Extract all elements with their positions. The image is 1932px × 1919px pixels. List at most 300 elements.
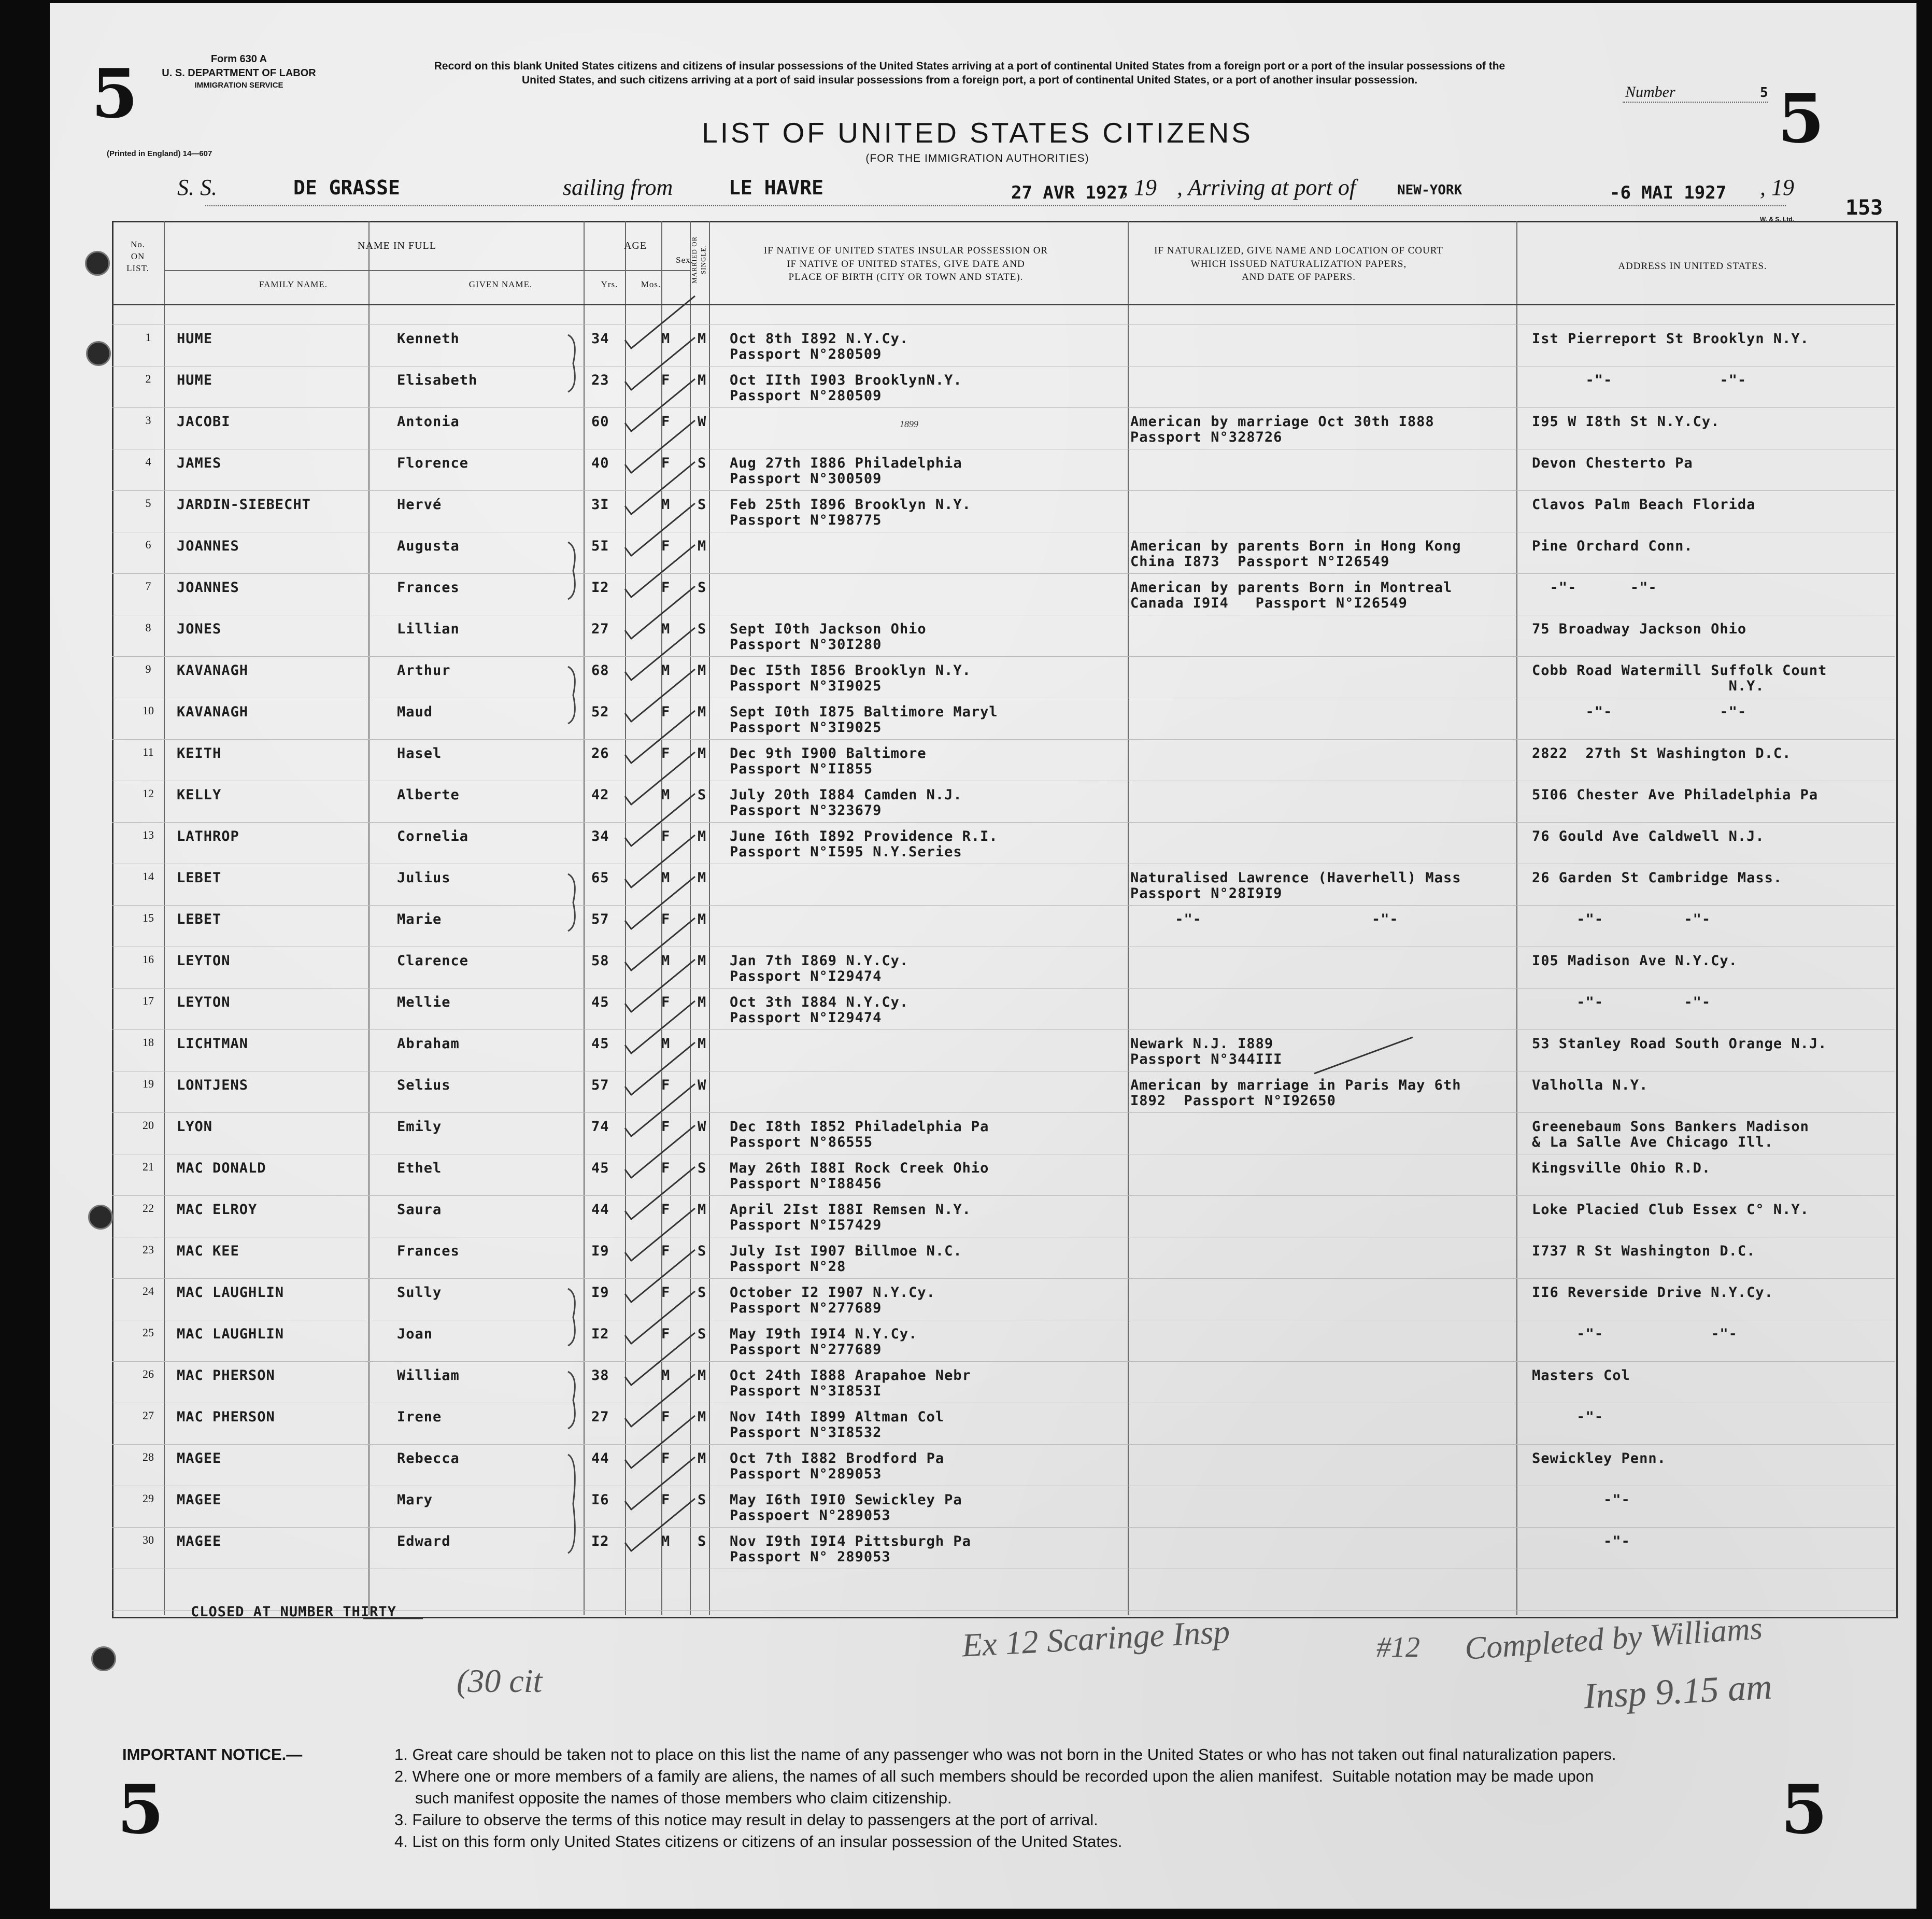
cell-addr1: Masters Col xyxy=(1532,1367,1630,1384)
cell-given: Julius xyxy=(397,870,451,886)
handwritten-count-note: (30 cit xyxy=(457,1662,543,1699)
cell-sex: F xyxy=(661,414,671,430)
notice-item-4: 4. List on this form only United States citizens or citizens of an insular possession of the United States. xyxy=(394,1832,1123,1851)
cell-birth2: Passpoert N°289053 xyxy=(730,1507,891,1523)
cell-ms: S xyxy=(698,1243,707,1259)
binder-hole xyxy=(85,251,110,276)
page-number: 153 xyxy=(1845,196,1883,220)
cell-birth1: April 2Ist I88I Remsen N.Y. xyxy=(730,1202,971,1218)
cell-birth1: May I9th I9I4 N.Y.Cy. xyxy=(730,1326,918,1342)
cell-given: Rebecca xyxy=(397,1450,460,1466)
cell-no: 24 xyxy=(143,1285,154,1297)
cell-sex: M xyxy=(661,953,671,969)
cell-birth1: Oct 7th I882 Brodford Pa xyxy=(730,1450,945,1466)
cell-age: I6 xyxy=(591,1492,609,1508)
cell-addr1: 5I06 Chester Ave Philadelphia Pa xyxy=(1532,787,1819,803)
cell-sex: F xyxy=(661,828,671,844)
cell-age: 45 xyxy=(591,994,609,1010)
cell-family: MAC PHERSON xyxy=(177,1409,275,1425)
binder-hole xyxy=(88,1205,113,1230)
cell-addr1: Devon Chesterto Pa xyxy=(1532,455,1693,471)
cell-given: Florence xyxy=(397,455,469,471)
cell-addr1: I05 Madison Ave N.Y.Cy. xyxy=(1532,953,1738,969)
cell-birth2: Passport N° 289053 xyxy=(730,1549,891,1565)
cell-sex: M xyxy=(661,1367,671,1384)
cell-no: 5 xyxy=(145,497,151,510)
cell-given: Lillian xyxy=(397,621,460,637)
cell-nat1: American by marriage in Paris May 6th xyxy=(1130,1077,1461,1093)
cell-given: Emily xyxy=(397,1119,442,1135)
cell-addr1: 53 Stanley Road South Orange N.J. xyxy=(1532,1036,1827,1052)
cell-birth2: Passport N°280509 xyxy=(730,388,882,404)
cell-birth1: Oct 24th I888 Arapahoe Nebr xyxy=(730,1367,971,1384)
family-bracket xyxy=(568,335,575,392)
cell-no: 4 xyxy=(145,455,151,468)
cell-given: Joan xyxy=(397,1326,433,1342)
cell-sex: F xyxy=(661,704,671,720)
page-title: LIST OF UNITED STATES CITIZENS xyxy=(702,117,1253,149)
cell-age: 57 xyxy=(591,911,609,927)
cell-family: MAC ELROY xyxy=(177,1202,258,1218)
cell-birth1: Oct 3th I884 N.Y.Cy. xyxy=(730,994,909,1010)
cell-given: Cornelia xyxy=(397,828,469,844)
cell-ms: M xyxy=(698,870,707,886)
header-married-single: MARRIED OR SINGLE. xyxy=(690,236,707,284)
header-naturalization: IF NATURALIZED, GIVE NAME AND LOCATION OF COURT WHICH ISSUED NATURALIZATION PAPERS, AND DATE OF PAPERS. xyxy=(1154,245,1443,283)
cell-age: 38 xyxy=(591,1367,609,1384)
cell-birth2: Passport N°277689 xyxy=(730,1342,882,1358)
cell-no: 8 xyxy=(145,621,151,634)
cell-birth1: July 20th I884 Camden N.J. xyxy=(730,787,962,803)
cell-age: I9 xyxy=(591,1285,609,1301)
cell-no: 16 xyxy=(143,953,154,966)
cell-addr1: Greenebaum Sons Bankers Madison xyxy=(1532,1119,1809,1135)
cell-ms: W xyxy=(698,1077,707,1093)
family-bracket xyxy=(568,542,575,599)
departure-date: 27 AVR 1927 xyxy=(1011,182,1128,203)
cell-birth1: Aug 27th I886 Philadelphia xyxy=(730,455,962,471)
cell-ms: W xyxy=(698,414,707,430)
family-bracket xyxy=(568,874,575,931)
notice-item-2: 2. Where one or more members of a family are aliens, the names of all such members should be recorded upon the alien manifest. Suitable notation may be made upon xyxy=(394,1767,1594,1785)
cell-ms: S xyxy=(698,787,707,803)
port-of-arrival: NEW-YORK xyxy=(1397,182,1462,198)
cell-given: Hasel xyxy=(397,745,442,761)
cell-no: 6 xyxy=(145,538,151,551)
cell-sex: F xyxy=(661,994,671,1010)
cell-ms: M xyxy=(698,953,707,969)
cell-ms: S xyxy=(698,1492,707,1508)
cell-birth1: Nov I4th I899 Altman Col xyxy=(730,1409,945,1425)
header-address: ADDRESS IN UNITED STATES. xyxy=(1618,261,1767,272)
cell-no: 27 xyxy=(143,1409,154,1422)
cell-sex: F xyxy=(661,455,671,471)
cell-birth1: Nov I9th I9I4 Pittsburgh Pa xyxy=(730,1533,971,1549)
cell-age: 27 xyxy=(591,1409,609,1425)
cell-addr1: Kingsville Ohio R.D. xyxy=(1532,1160,1711,1176)
cell-age: 34 xyxy=(591,828,609,844)
cell-sex: F xyxy=(661,1409,671,1425)
cell-age: 44 xyxy=(591,1450,609,1466)
cell-nat1: American by marriage Oct 30th I888 xyxy=(1130,414,1434,430)
cell-family: MAC DONALD xyxy=(177,1160,266,1176)
page-subtitle: (FOR THE IMMIGRATION AUTHORITIES) xyxy=(865,152,1089,164)
port-of-departure: LE HAVRE xyxy=(729,176,824,199)
cell-sex: M xyxy=(661,621,671,637)
corner-number-bottom-left: 5 xyxy=(117,1770,164,1849)
number-label: Number xyxy=(1625,83,1675,101)
cell-birth2: Passport N°I57429 xyxy=(730,1217,882,1233)
cell-age: 5I xyxy=(591,538,609,554)
cell-sex: F xyxy=(661,1077,671,1093)
cell-family: MAC LAUGHLIN xyxy=(177,1285,285,1301)
cell-family: JONES xyxy=(177,621,222,637)
cell-given: Kenneth xyxy=(397,331,460,347)
family-bracket xyxy=(568,1372,575,1429)
handwritten-time-note: Insp 9.15 am xyxy=(1583,1667,1773,1717)
cell-birth2: Passport N°300509 xyxy=(730,471,882,487)
cell-birth1: Jan 7th I869 N.Y.Cy. xyxy=(730,953,909,969)
cell-age: 57 xyxy=(591,1077,609,1093)
cell-addr1: Pine Orchard Conn. xyxy=(1532,538,1693,554)
cell-birth1: Sept I0th I875 Baltimore Maryl xyxy=(730,704,998,720)
cell-given: Arthur xyxy=(397,662,451,679)
cell-sex: F xyxy=(661,1450,671,1466)
cell-nat2: Passport N°328726 xyxy=(1130,429,1283,445)
cell-nat1: American by parents Born in Hong Kong xyxy=(1130,538,1461,554)
cell-birth2: Passport N°3I853I xyxy=(730,1383,882,1399)
corner-number-top-right: 5 xyxy=(1778,79,1825,158)
cell-given: Alberte xyxy=(397,787,460,803)
cell-addr1: -"- -"- xyxy=(1532,911,1711,927)
cell-birth1: Sept I0th Jackson Ohio xyxy=(730,621,927,637)
cell-nat2: Canada I9I4 Passport N°I26549 xyxy=(1130,595,1408,611)
cell-no: 18 xyxy=(143,1036,154,1049)
cell-ms: S xyxy=(698,1285,707,1301)
cell-family: JOANNES xyxy=(177,580,239,596)
cell-birth1: June I6th I892 Providence R.I. xyxy=(730,828,998,844)
cell-addr1: I737 R St Washington D.C. xyxy=(1532,1243,1756,1259)
cell-birth2: Passport N°I29474 xyxy=(730,968,882,984)
cell-sex: M xyxy=(661,497,671,513)
cell-ms: S xyxy=(698,1160,707,1176)
cell-ms: M xyxy=(698,704,707,720)
cell-family: LATHROP xyxy=(177,828,239,844)
cell-given: Ethel xyxy=(397,1160,442,1176)
cell-ms: S xyxy=(698,1326,707,1342)
cell-birth1: May 26th I88I Rock Creek Ohio xyxy=(730,1160,989,1176)
cell-age: 44 xyxy=(591,1202,609,1218)
check-mark xyxy=(625,296,695,348)
cell-no: 21 xyxy=(143,1160,154,1173)
cell-nat2: Passport N°344III xyxy=(1130,1051,1283,1067)
cell-birth2: Passport N°3I8532 xyxy=(730,1424,882,1441)
cell-addr1: -"- xyxy=(1532,1533,1630,1549)
cell-sex: F xyxy=(661,1160,671,1176)
cell-age: 58 xyxy=(591,953,609,969)
cell-age: I2 xyxy=(591,580,609,596)
cell-given: Augusta xyxy=(397,538,460,554)
closed-at-number: CLOSED AT NUMBER THIRTY xyxy=(191,1604,396,1620)
cell-given: Mellie xyxy=(397,994,451,1010)
cell-birth1: Feb 25th I896 Brooklyn N.Y. xyxy=(730,497,971,513)
cell-no: 12 xyxy=(143,787,154,800)
cell-birth2: Passport N°II855 xyxy=(730,761,873,777)
corner-number-bottom-right: 5 xyxy=(1781,1770,1828,1849)
cell-no: 26 xyxy=(143,1367,154,1380)
cell-birth2: Passport N°86555 xyxy=(730,1134,873,1150)
cell-family: KELLY xyxy=(177,787,222,803)
cell-ms: M xyxy=(698,745,707,761)
cell-no: 19 xyxy=(143,1077,154,1090)
pen-stroke xyxy=(1314,1037,1413,1074)
cell-age: 40 xyxy=(591,455,609,471)
cell-family: JOANNES xyxy=(177,538,239,554)
cell-given: Mary xyxy=(397,1492,433,1508)
cell-nat1: Naturalised Lawrence (Haverhell) Mass xyxy=(1130,870,1461,886)
cell-family: JACOBI xyxy=(177,414,231,430)
cell-birth2: Passport N°323679 xyxy=(730,802,882,819)
cell-ms: M xyxy=(698,828,707,844)
cell-ms: M xyxy=(698,1202,707,1218)
header-months: Mos. xyxy=(641,279,661,289)
cell-family: MAC LAUGHLIN xyxy=(177,1326,285,1342)
cell-addr1: -"- xyxy=(1532,1409,1604,1425)
cell-birth1: Dec I8th I852 Philadelphia Pa xyxy=(730,1119,989,1135)
cell-age: I9 xyxy=(591,1243,609,1259)
ship-name: DE GRASSE xyxy=(293,176,400,199)
cell-ms: W xyxy=(698,1119,707,1135)
cell-birth1: July Ist I907 Billmoe N.C. xyxy=(730,1243,962,1259)
cell-given: Irene xyxy=(397,1409,442,1425)
cell-ms: M xyxy=(698,372,707,388)
cell-ms: S xyxy=(698,580,707,596)
cell-age: 68 xyxy=(591,662,609,679)
cell-no: 20 xyxy=(143,1119,154,1132)
service-name: IMMIGRATION SERVICE xyxy=(194,81,283,90)
cell-age: I2 xyxy=(591,1533,609,1549)
cell-sex: F xyxy=(661,1326,671,1342)
cell-addr1: Loke Placied Club Essex C° N.Y. xyxy=(1532,1202,1809,1218)
binder-hole xyxy=(86,341,111,366)
cell-family: MAC PHERSON xyxy=(177,1367,275,1384)
cell-sex: F xyxy=(661,1285,671,1301)
cell-sex: F xyxy=(661,538,671,554)
cell-addr1: Valholla N.Y. xyxy=(1532,1077,1649,1093)
cell-ms: M xyxy=(698,662,707,679)
cell-no: 9 xyxy=(145,662,151,675)
notice-title: IMPORTANT NOTICE.— xyxy=(122,1745,303,1763)
manifest-sheet xyxy=(50,3,1916,1909)
cell-no: 14 xyxy=(143,870,154,883)
cell-no: 3 xyxy=(145,414,151,427)
sailing-from-label: sailing from xyxy=(563,175,673,200)
cell-family: LICHTMAN xyxy=(177,1036,249,1052)
corner-number-top-left: 5 xyxy=(91,54,138,133)
cell-birth2: Passport N°I595 N.Y.Series xyxy=(730,844,962,860)
number-value: 5 xyxy=(1760,85,1768,101)
cell-ms: M xyxy=(698,1367,707,1384)
cell-birth2: Passport N°I29474 xyxy=(730,1010,882,1026)
cell-sex: F xyxy=(661,580,671,596)
cell-sex: M xyxy=(661,1533,671,1549)
cell-birth2: Passport N°28 xyxy=(730,1259,846,1275)
notice-item-3: 3. Failure to observe the terms of this notice may result in delay to passengers at the port of arrival. xyxy=(394,1811,1098,1829)
cell-family: KAVANAGH xyxy=(177,662,249,679)
header-family-name: FAMILY NAME. xyxy=(259,279,328,289)
cell-ms: S xyxy=(698,497,707,513)
cell-addr1: -"- -"- xyxy=(1532,994,1711,1010)
cell-given: Edward xyxy=(397,1533,451,1549)
cell-given: Clarence xyxy=(397,953,469,969)
cell-no: 22 xyxy=(143,1202,154,1215)
cell-birth2: Passport N°I88456 xyxy=(730,1176,882,1192)
cell-sex: F xyxy=(661,372,671,388)
cell-family: MAGEE xyxy=(177,1450,222,1466)
cell-ms: M xyxy=(698,331,707,347)
cell-birth1: Oct 8th I892 N.Y.Cy. xyxy=(730,331,909,347)
cell-no: 11 xyxy=(143,745,154,758)
cell-no: 29 xyxy=(143,1492,154,1505)
cell-birth1: Dec 9th I900 Baltimore xyxy=(730,745,927,761)
cell-age: 65 xyxy=(591,870,609,886)
cell-nat1: -"- -"- xyxy=(1130,911,1399,927)
cell-no: 2 xyxy=(145,372,151,385)
cell-age: I2 xyxy=(591,1326,609,1342)
cell-sex: F xyxy=(661,1243,671,1259)
cell-addr1: Ist Pierreport St Brooklyn N.Y. xyxy=(1532,331,1809,347)
cell-addr1: 26 Garden St Cambridge Mass. xyxy=(1532,870,1783,886)
cell-birth1: October I2 I907 N.Y.Cy. xyxy=(730,1285,935,1301)
form-number: Form 630 A xyxy=(210,53,267,65)
year-label-2: , 19 xyxy=(1760,175,1794,200)
cell-sex: M xyxy=(661,870,671,886)
cell-given: Sully xyxy=(397,1285,442,1301)
cell-age: 60 xyxy=(591,414,609,430)
cell-sex: F xyxy=(661,1492,671,1508)
cell-sex: M xyxy=(661,662,671,679)
notice-item-1: 1. Great care should be taken not to place on this list the name of any passenger who was not born in the United States or who has not taken out final naturalization papers. xyxy=(394,1745,1616,1763)
cell-given: William xyxy=(397,1367,460,1384)
cell-birth1: May I6th I9I0 Sewickley Pa xyxy=(730,1492,962,1508)
handwritten-completed-note: Completed by Williams xyxy=(1464,1611,1764,1667)
cell-family: LONTJENS xyxy=(177,1077,249,1093)
header-age: AGE xyxy=(623,240,647,251)
cell-birth2: Passport N°I98775 xyxy=(730,512,882,528)
cell-ms: S xyxy=(698,621,707,637)
cell-given: Maud xyxy=(397,704,433,720)
cell-addr2: N.Y. xyxy=(1532,678,1765,694)
header-given-name: GIVEN NAME. xyxy=(468,279,533,289)
cell-age: 74 xyxy=(591,1119,609,1135)
record-instructions: Record on this blank United States citizens and citizens of insular possessions of the United States arriving at a port of continental United States from a foreign port or a port of the insular possessions of the United States, and such citizens arriving at a port of said insular possessions from a foreign port, a port of continental United States, or a port of another insular possession. xyxy=(434,60,1505,87)
cell-given: Elisabeth xyxy=(397,372,478,388)
printed-note: (Printed in England) 14—607 xyxy=(107,149,212,158)
family-bracket xyxy=(568,1289,575,1346)
cell-age: 27 xyxy=(591,621,609,637)
arriving-label: , Arriving at port of xyxy=(1177,175,1356,200)
cell-age: 45 xyxy=(591,1160,609,1176)
cell-age: 45 xyxy=(591,1036,609,1052)
cell-addr1: I95 W I8th St N.Y.Cy. xyxy=(1532,414,1720,430)
header-no: No. ON LIST. xyxy=(126,239,149,273)
cell-addr1: -"- -"- xyxy=(1532,372,1747,388)
cell-age: 3I xyxy=(591,497,609,513)
cell-ms: M xyxy=(698,994,707,1010)
cell-family: HUME xyxy=(177,331,213,347)
cell-ms: S xyxy=(698,455,707,471)
cell-no: 1 xyxy=(145,331,151,344)
cell-nat1: Newark N.J. I889 xyxy=(1130,1036,1274,1052)
cell-nat1: American by parents Born in Montreal xyxy=(1130,580,1453,596)
notice-item-2-continued: such manifest opposite the names of those members who claim citizenship. xyxy=(415,1789,952,1807)
binder-hole xyxy=(91,1646,116,1671)
family-bracket xyxy=(568,667,575,724)
cell-addr1: Sewickley Penn. xyxy=(1532,1450,1666,1466)
cell-addr1: II6 Reverside Drive N.Y.Cy. xyxy=(1532,1285,1773,1301)
family-bracket xyxy=(568,1455,575,1553)
cell-no: 25 xyxy=(143,1326,154,1339)
cell-given: Saura xyxy=(397,1202,442,1218)
cell-age: 34 xyxy=(591,331,609,347)
cell-given: Antonia xyxy=(397,414,460,430)
year-label-1: , 19 xyxy=(1123,175,1157,200)
cell-family: LYON xyxy=(177,1119,213,1135)
cell-given: Abraham xyxy=(397,1036,460,1052)
cell-birth2: Passport N°289053 xyxy=(730,1466,882,1482)
cell-birth2: Passport N°280509 xyxy=(730,346,882,362)
cell-addr1: 75 Broadway Jackson Ohio xyxy=(1532,621,1747,637)
cell-given: Hervé xyxy=(397,497,442,513)
cell-addr1: Cobb Road Watermill Suffolk Count xyxy=(1532,662,1827,679)
cell-given: Selius xyxy=(397,1077,451,1093)
cell-family: KEITH xyxy=(177,745,222,761)
cell-sex: M xyxy=(661,787,671,803)
cell-ms: M xyxy=(698,1036,707,1052)
cell-no: 28 xyxy=(143,1450,154,1463)
cell-ms: M xyxy=(698,1450,707,1466)
cell-given: Frances xyxy=(397,1243,460,1259)
cell-sex: M xyxy=(661,1036,671,1052)
cell-birth2: Passport N°30I280 xyxy=(730,637,882,653)
cell-given: Frances xyxy=(397,580,460,596)
cell-no: 10 xyxy=(143,704,154,717)
cell-family: MAGEE xyxy=(177,1533,222,1549)
cell-age: 23 xyxy=(591,372,609,388)
cell-family: LEYTON xyxy=(177,953,231,969)
header-years: Yrs. xyxy=(601,279,618,289)
cell-addr1: -"- -"- xyxy=(1532,1326,1738,1342)
cell-no: 23 xyxy=(143,1243,154,1256)
cell-birth2: Passport N°3I9025 xyxy=(730,678,882,694)
header-birth: IF NATIVE OF UNITED STATES INSULAR POSSESSION OR IF NATIVE OF UNITED STATES, GIVE DATE AND PLACE OF BIRTH (CITY OR TOWN AND STATE). xyxy=(763,245,1048,283)
cell-ms: M xyxy=(698,538,707,554)
cell-family: LEBET xyxy=(177,911,222,927)
cell-age: 42 xyxy=(591,787,609,803)
cell-no: 17 xyxy=(143,994,154,1007)
cell-ms: M xyxy=(698,1409,707,1425)
cell-sex: F xyxy=(661,1119,671,1135)
cell-addr1: Clavos Palm Beach Florida xyxy=(1532,497,1756,513)
cell-addr1: 2822 27th St Washington D.C. xyxy=(1532,745,1792,761)
cell-no: 30 xyxy=(143,1533,154,1546)
department-name: U. S. DEPARTMENT OF LABOR xyxy=(162,67,316,79)
cell-no: 15 xyxy=(143,911,154,924)
cell-nat2: China I873 Passport N°I26549 xyxy=(1130,554,1390,570)
cell-addr1: -"- -"- xyxy=(1532,580,1657,596)
cell-family: MAC KEE xyxy=(177,1243,239,1259)
cell-addr1: -"- -"- xyxy=(1532,704,1747,720)
